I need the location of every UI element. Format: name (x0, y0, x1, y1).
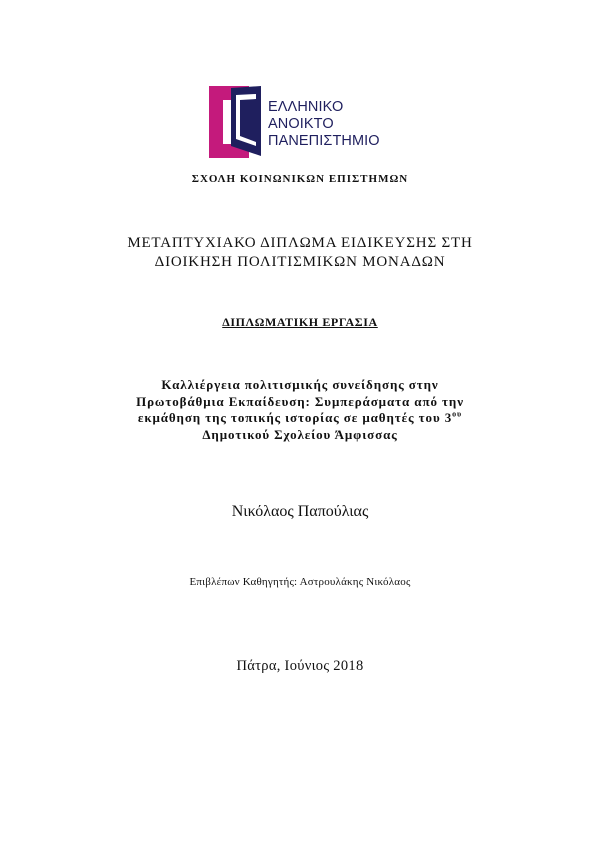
title-line-2: Πρωτοβάθμια Εκπαίδευση: Συμπεράσματα από την (136, 393, 464, 409)
logo-line-2: ΑΝΟΙΚΤΟ (268, 116, 334, 132)
school-name: ΣΧΟΛΗ ΚΟΙΝΩΝΙΚΩΝ ΕΠΙΣΤΗΜΩΝ (191, 173, 409, 185)
title-line-3 (0, 410, 600, 427)
logo-door-core (240, 99, 256, 142)
program-line-2: ΔΙΟΙΚΗΣΗ ΠΟΛΙΤΙΣΜΙΚΩΝ ΜΟΝΑΔΩΝ (154, 254, 446, 270)
thesis-label: ΔΙΠΛΩΜΑΤΙΚΗ ΕΡΓΑΣΙΑ (222, 315, 378, 329)
program-line-1: ΜΕΤΑΠΤΥΧΙΑΚΟ ΔΙΠΛΩΜΑ ΕΙΔΙΚΕΥΣΗΣ ΣΤΗ (127, 235, 473, 251)
title-line-1: Καλλιέργεια πολιτισμικής συνείδησης στην (161, 377, 439, 392)
logo-wordmark (268, 99, 380, 150)
program-title (0, 234, 600, 272)
logo-line-1: ΕΛΛΗΝΙΚΟ (268, 99, 344, 115)
thesis-title (0, 377, 600, 443)
title-line-3-superscript: ου (452, 409, 463, 419)
author-name: Νικόλαος Παπούλιας (231, 503, 369, 520)
supervisor: Επιβλέπων Καθηγητής: Αστρουλάκης Νικόλαος (189, 576, 411, 588)
title-line-3-text: εκμάθηση της τοπικής ιστορίας σε μαθητές του 3 (137, 410, 453, 425)
logo-mark-icon (209, 86, 269, 158)
university-logo (209, 86, 399, 158)
place-date: Πάτρα, Ιούνιος 2018 (236, 658, 364, 674)
logo-line-3: ΠΑΝΕΠΙΣΤΗΜΙΟ (268, 133, 380, 149)
title-line-4: Δημοτικού Σχολείου Άμφισσας (202, 426, 398, 442)
